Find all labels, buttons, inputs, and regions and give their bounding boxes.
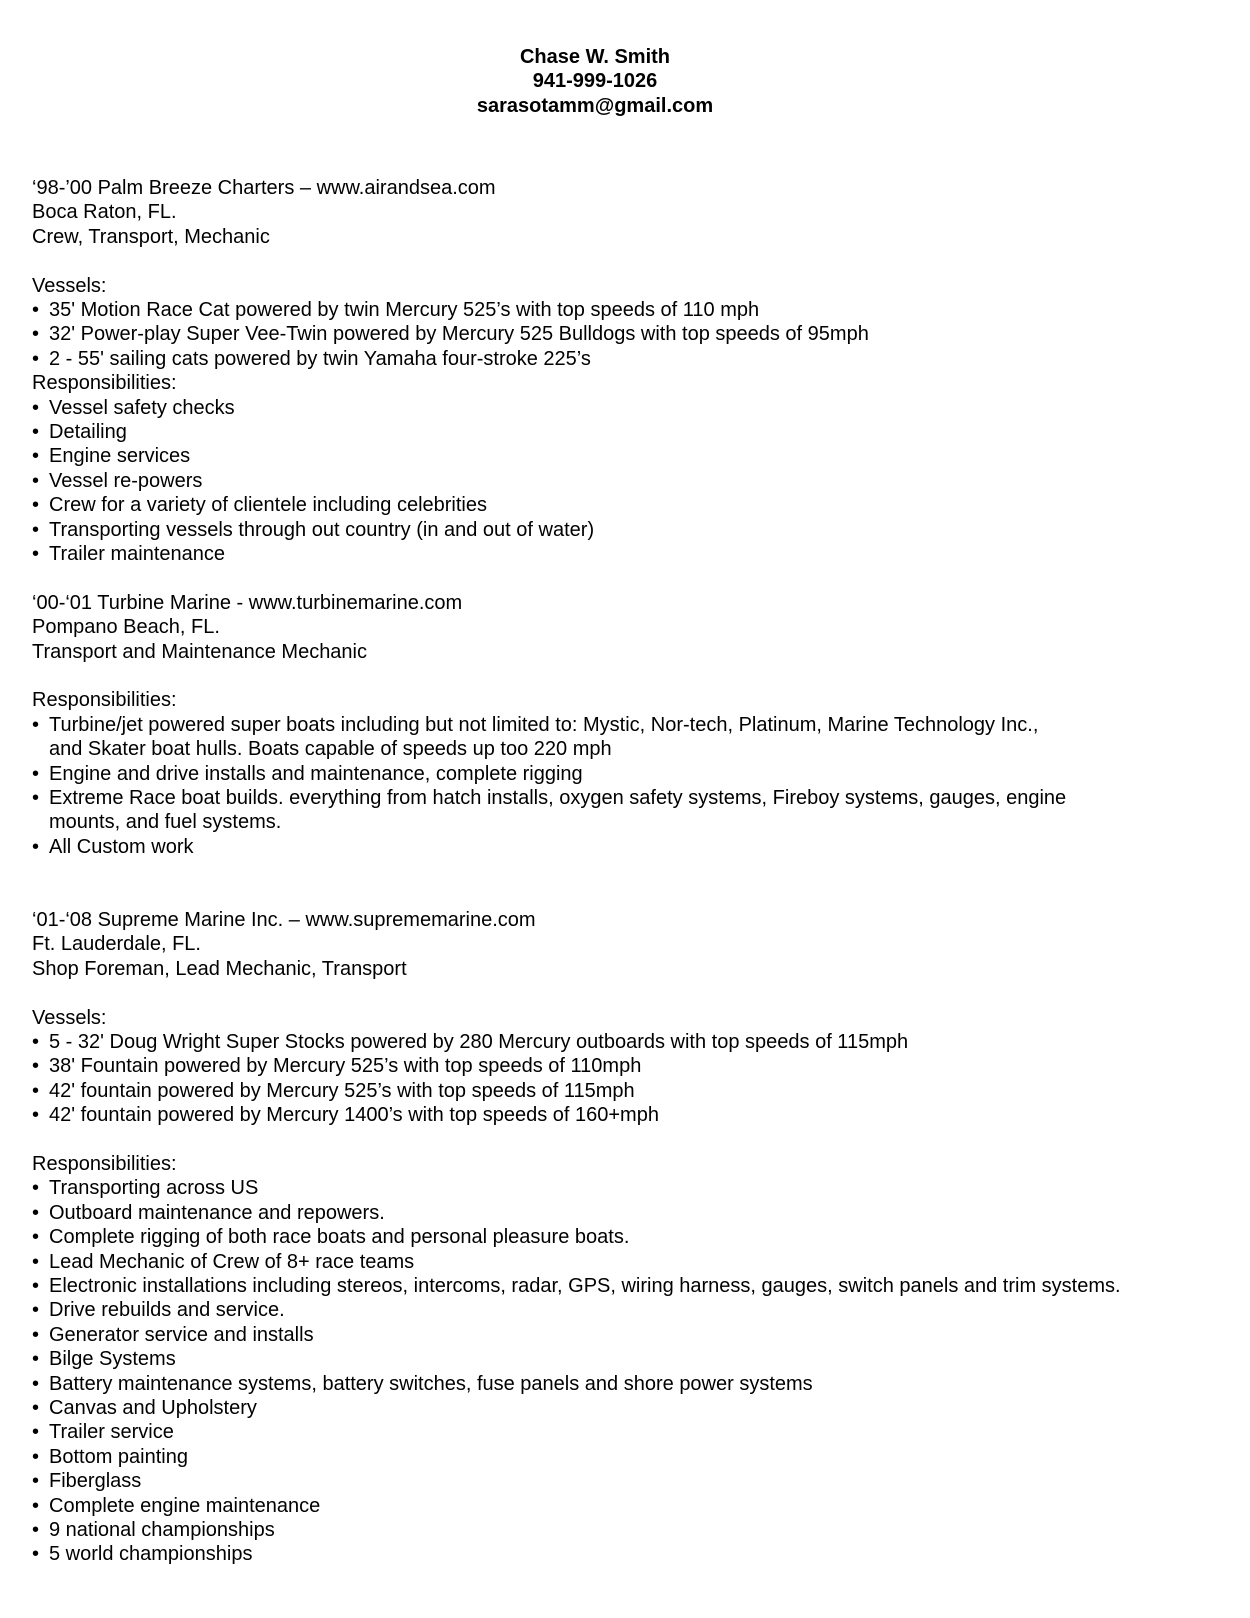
job-location: Ft. Lauderdale, FL. bbox=[32, 933, 201, 956]
list-item: • Engine services bbox=[32, 444, 1212, 468]
job-supreme-marine bbox=[32, 908, 1212, 1567]
responsibilities-list bbox=[32, 1176, 1212, 1567]
job-role: Crew, Transport, Mechanic bbox=[32, 225, 270, 248]
list-item: • Detailing bbox=[32, 420, 1212, 444]
list-item-line: • Extreme Race boat builds. everything from hatch installs, oxygen safety systems, Fireboy systems, gauges, engine bbox=[49, 786, 1067, 809]
list-item-line: mounts, and fuel systems. bbox=[49, 811, 282, 834]
list-item: • 42' fountain powered by Mercury 1400’s with top speeds of 160+mph bbox=[32, 1103, 1212, 1127]
list-item: • Bilge Systems bbox=[32, 1347, 1212, 1371]
job-palm-breeze-charters bbox=[32, 176, 1212, 566]
list-item: • Canvas and Upholstery bbox=[32, 1396, 1212, 1420]
responsibilities-list bbox=[32, 396, 1212, 567]
vessels-label: Vessels: bbox=[32, 274, 107, 297]
list-item: • 38' Fountain powered by Mercury 525’s with top speeds of 110mph bbox=[32, 1054, 1212, 1078]
job-location: Pompano Beach, FL. bbox=[32, 616, 220, 639]
responsibilities-list bbox=[32, 713, 1212, 859]
list-item: • Lead Mechanic of Crew of 8+ race teams bbox=[32, 1250, 1212, 1274]
candidate-phone: 941-999-1026 bbox=[532, 70, 658, 93]
job-title-line: ‘98-’00 Palm Breeze Charters – www.airandsea.com bbox=[32, 177, 496, 199]
list-item: • Drive rebuilds and service. bbox=[32, 1298, 1212, 1322]
list-item: • Trailer maintenance bbox=[32, 542, 1212, 566]
list-item bbox=[32, 713, 1212, 762]
list-item: • 2 - 55' sailing cats powered by twin Yamaha four-stroke 225’s bbox=[32, 347, 1212, 371]
list-item: • 35' Motion Race Cat powered by twin Mercury 525’s with top speeds of 110 mph bbox=[32, 298, 1212, 322]
job-location: Boca Raton, FL. bbox=[32, 201, 177, 224]
list-item: • Generator service and installs bbox=[32, 1323, 1212, 1347]
list-item-line: and Skater boat hulls. Boats capable of speeds up too 220 mph bbox=[49, 738, 612, 761]
list-item: • 32' Power-play Super Vee-Twin powered by Mercury 525 Bulldogs with top speeds of 95mph bbox=[32, 322, 1212, 346]
list-item: • Bottom painting bbox=[32, 1445, 1212, 1469]
list-item: • Transporting across US bbox=[32, 1176, 1212, 1200]
list-item: • Fiberglass bbox=[32, 1469, 1212, 1493]
list-item: • Crew for a variety of clientele including celebrities bbox=[32, 493, 1212, 517]
list-item: • Vessel safety checks bbox=[32, 396, 1212, 420]
candidate-email: sarasotamm@gmail.com bbox=[476, 94, 714, 117]
list-item-line: • Engine and drive installs and maintenance, complete rigging bbox=[49, 762, 583, 785]
list-item: • Vessel re-powers bbox=[32, 469, 1212, 493]
list-item: • Electronic installations including stereos, intercoms, radar, GPS, wiring harness, gauges, switch panels and trim systems. bbox=[32, 1274, 1212, 1298]
list-item: • 5 world championships bbox=[32, 1542, 1212, 1566]
resume-body bbox=[32, 176, 1212, 1567]
job-title-line: ‘00-‘01 Turbine Marine - www.turbinemarine.com bbox=[32, 591, 463, 614]
responsibilities-label: Responsibilities: bbox=[32, 1152, 177, 1175]
responsibilities-label: Responsibilities: bbox=[32, 372, 177, 395]
list-item: • Trailer service bbox=[32, 1420, 1212, 1444]
vessels-list bbox=[32, 1030, 1212, 1128]
list-item bbox=[32, 762, 1212, 786]
list-item: • 42' fountain powered by Mercury 525’s with top speeds of 115mph bbox=[32, 1079, 1212, 1103]
candidate-name: Chase W. Smith bbox=[519, 46, 671, 68]
list-item: • Outboard maintenance and repowers. bbox=[32, 1201, 1212, 1225]
list-item-line: • Turbine/jet powered super boats including but not limited to: Mystic, Nor-tech, Platinum, Marine Technology Inc., bbox=[49, 713, 1039, 736]
list-item: • Battery maintenance systems, battery switches, fuse panels and shore power systems bbox=[32, 1372, 1212, 1396]
responsibilities-label: Responsibilities: bbox=[32, 689, 177, 712]
list-item: • 5 - 32' Doug Wright Super Stocks powered by 280 Mercury outboards with top speeds of 115mph bbox=[32, 1030, 1212, 1054]
list-item: • Complete engine maintenance bbox=[32, 1494, 1212, 1518]
list-item bbox=[32, 835, 1212, 859]
job-role: Shop Foreman, Lead Mechanic, Transport bbox=[32, 957, 407, 980]
vessels-label: Vessels: bbox=[32, 1006, 107, 1029]
list-item: • 9 national championships bbox=[32, 1518, 1212, 1542]
list-item: • Transporting vessels through out country (in and out of water) bbox=[32, 518, 1212, 542]
list-item bbox=[32, 786, 1212, 835]
resume-header bbox=[0, 45, 1190, 118]
job-title-line: ‘01-‘08 Supreme Marine Inc. – www.suprememarine.com bbox=[32, 908, 536, 931]
job-turbine-marine bbox=[32, 591, 1212, 859]
vessels-list bbox=[32, 298, 1212, 371]
list-item: • Complete rigging of both race boats and personal pleasure boats. bbox=[32, 1225, 1212, 1249]
job-role: Transport and Maintenance Mechanic bbox=[32, 640, 367, 663]
list-item-line: • All Custom work bbox=[49, 835, 194, 858]
